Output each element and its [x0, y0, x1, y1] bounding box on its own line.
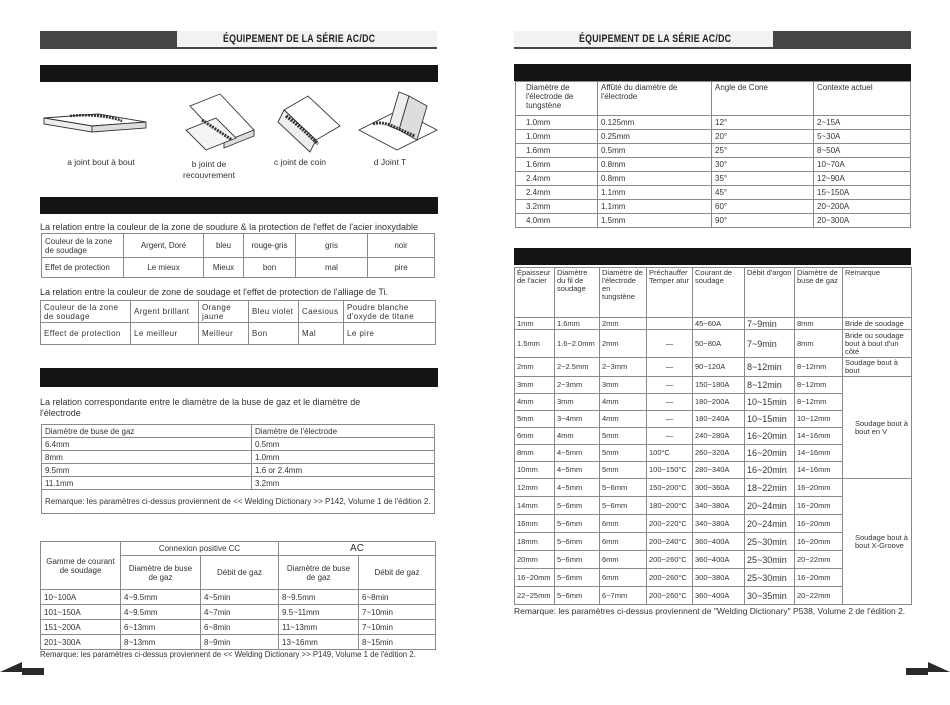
table-cell: — [647, 428, 693, 445]
table-cell: 1mm [515, 318, 555, 330]
table-cell: 5~6mm [555, 569, 600, 587]
table-cell: 10~15min [745, 394, 795, 411]
table-cell: 4~5mm [555, 445, 600, 462]
table-row [515, 479, 912, 497]
table-cell: Le mieux [124, 258, 204, 278]
table-cell: mal [296, 258, 368, 278]
table-cell: 360~400A [693, 551, 745, 569]
table-cell: 16~20mm [515, 569, 555, 587]
table-cell: 1.1mm [598, 200, 712, 214]
table-cell: 14~16mm [795, 462, 843, 479]
table-row [516, 144, 911, 158]
table-cell: 7~10min [359, 620, 436, 635]
table-cell: 180~240A [693, 411, 745, 428]
table-cell: 5~6mm [555, 497, 600, 515]
page-header [514, 31, 911, 49]
table-cell: 4~5mm [555, 479, 600, 497]
table-cell: 11.1mm [42, 477, 252, 490]
table-cell: 2~3mm [555, 377, 600, 394]
table-cell: 5~30A [814, 130, 911, 144]
table-cell: 6mm [600, 533, 647, 551]
table-cell: 8mm [795, 330, 843, 358]
table-cell: 3.2mm [516, 200, 598, 214]
table-cell: 4.0mm [516, 214, 598, 228]
table-cell: 5~6mm [555, 587, 600, 605]
right-page [475, 0, 950, 705]
table-cell: 1.5mm [515, 330, 555, 358]
table-cell: 3.2mm [252, 477, 435, 490]
table-cell: 90° [712, 214, 814, 228]
table-cell: 5mm [600, 428, 647, 445]
table-cell: pire [368, 258, 435, 278]
page-header-title: ÉQUIPEMENT DE LA SÉRIE AC/DC [223, 33, 376, 45]
table-cell: 3mm [555, 394, 600, 411]
table-cell: Le meilleur [131, 323, 199, 345]
table-cell: 6~8min [359, 590, 436, 605]
table-header-cell: Débit d'argon [745, 268, 795, 318]
table-row [515, 358, 912, 377]
table-header-cell: Épaisseur de l'acier [515, 268, 555, 318]
table-cell: 1.1mm [598, 186, 712, 200]
table-cell: 4~5mm [555, 462, 600, 479]
table-cell: — [647, 377, 693, 394]
table-cell: 1.6mm [516, 144, 598, 158]
table-cell: 7~10min [359, 605, 436, 620]
table-cell: Effet de protection [42, 258, 124, 278]
table-cell: 8~9min [201, 635, 279, 650]
table-cell: 0.8mm [598, 172, 712, 186]
table-cell: 20~22mm [795, 551, 843, 569]
table-cell: 14mm [515, 497, 555, 515]
table-cell: 16~20mm [795, 479, 843, 497]
table-header-cell: Préchauffer Temper atur [647, 268, 693, 318]
table-row [515, 318, 912, 330]
table-cell: 5mm [515, 411, 555, 428]
table-row [516, 200, 911, 214]
page-header-title: ÉQUIPEMENT DE LA SÉRIE AC/DC [579, 33, 732, 45]
section-bar-params [514, 248, 911, 265]
table-cell: Couleur de la zone de soudage [42, 234, 124, 258]
table-cell: 151~200A [41, 620, 121, 635]
table-header-cell: Débit de gaz [359, 556, 436, 590]
table-cell: 5~6mm [555, 533, 600, 551]
footer-bar [906, 668, 928, 675]
table-cell: Poudre blanche d'oxyde de titane [344, 301, 436, 323]
table-cell: 15~150A [814, 186, 911, 200]
table-cell: 280~340A [693, 462, 745, 479]
table-cell: 2.4mm [516, 186, 598, 200]
table-cell: Caesious [299, 301, 344, 323]
table-cell: 8~12mm [795, 394, 843, 411]
table-cell: Bon [249, 323, 299, 345]
table-cell: 8~9.5mm [279, 590, 359, 605]
table-row [42, 438, 435, 451]
table-cell: 6mm [600, 551, 647, 569]
joint-caption-d: d Joint T [373, 157, 407, 167]
table-cell: — [647, 358, 693, 377]
table-row [41, 590, 436, 605]
table-cell: 3~4mm [555, 411, 600, 428]
joint-caption-b: b joint de recouvrement [183, 159, 235, 180]
table-header-cell: Diamètre de buse de gaz [121, 556, 201, 590]
table-cell: 201~300A [41, 635, 121, 650]
joint-caption-a: a joint bout à bout [67, 157, 135, 167]
nozzle-table-title: La relation correspondante entre le diamètre de la buse de gaz et le diamètre de l'électrode [40, 397, 361, 418]
table-row [42, 464, 435, 477]
table-cell: 14~16mm [795, 445, 843, 462]
table-cell: 10mm [515, 462, 555, 479]
table-cell: 5~6mm [555, 515, 600, 533]
footer-tab [928, 662, 950, 672]
table-cell: 8~15min [359, 635, 436, 650]
table-cell: 200~260°C [647, 551, 693, 569]
table-cell: 5~6mm [600, 497, 647, 515]
ti-table-title: La relation entre la couleur de zone de soudage et l'effet de protection de l'alliage de Ti. [40, 287, 389, 297]
corner-joint-illustration [270, 90, 350, 156]
table-cell: 4~9.5mm [121, 590, 201, 605]
table-cell: 0.25mm [598, 130, 712, 144]
inox-table-title: La relation entre la couleur de la zone de soudure & la protection de l'effet de l'acier inoxydable [40, 222, 419, 232]
table-cell: Mieux [204, 258, 244, 278]
table-cell: 20~24min [745, 515, 795, 533]
table-cell: Couleur de la zone de soudage [41, 301, 131, 323]
table-cell: 1.6mm [555, 318, 600, 330]
table-cell: 1.6mm [516, 158, 598, 172]
table-cell: 5mm [600, 462, 647, 479]
table-cell: 150~180A [693, 377, 745, 394]
table-cell: 25~30min [745, 551, 795, 569]
table-cell: 6~8min [201, 620, 279, 635]
table-cell: 4mm [555, 428, 600, 445]
table-cell [647, 318, 693, 330]
table-cell: 100°C [647, 445, 693, 462]
table-cell: 14~16mm [795, 428, 843, 445]
table-header-cell: Remarque [843, 268, 912, 318]
table-header-cell: Connexion positive CC [121, 542, 279, 556]
table-cell: 8mm [515, 445, 555, 462]
table-cell: 4~7min [201, 605, 279, 620]
table-cell: 200~240°C [647, 533, 693, 551]
remark-cell: Soudage bout à bout X-Groove [843, 479, 912, 605]
page-header [40, 31, 437, 49]
nozzle-electrode-table [41, 424, 435, 514]
table-cell: Orange jaune [199, 301, 249, 323]
table-cell: 6mm [600, 569, 647, 587]
table-cell: 9.5mm [42, 464, 252, 477]
table-header-cell: Courant de soudage [693, 268, 745, 318]
table-cell: 35° [712, 172, 814, 186]
table-cell: 5mm [600, 445, 647, 462]
table-cell: 2mm [515, 358, 555, 377]
table-cell: 6.4mm [42, 438, 252, 451]
table-cell: 16~20min [745, 462, 795, 479]
table-cell: 0.125mm [598, 116, 712, 130]
table-cell: 2.4mm [516, 172, 598, 186]
table-cell: 8mm [795, 318, 843, 330]
table-cell: 10~70A [814, 158, 911, 172]
table-cell: Le pire [344, 323, 436, 345]
table-row [516, 116, 911, 130]
table-cell: — [647, 330, 693, 358]
table-cell: bon [244, 258, 296, 278]
gas-flow-remark: Remarque: les paramètres ci-dessus proviennent de << Welding Dictionary >> P149, Volume 1 de l'édition 2. [40, 650, 416, 659]
inox-color-table [41, 233, 435, 278]
table-cell: 8~50A [814, 144, 911, 158]
table-cell: 16~20mm [795, 515, 843, 533]
table-cell: 8~12min [745, 377, 795, 394]
table-cell: 90~120A [693, 358, 745, 377]
table-cell: 6~7mm [600, 587, 647, 605]
table-row [42, 477, 435, 490]
table-cell: 16mm [515, 515, 555, 533]
table-cell: 340~380A [693, 515, 745, 533]
table-cell: Argent brillant [131, 301, 199, 323]
table-cell: 1.0mm [516, 130, 598, 144]
table-cell: 180~200A [693, 394, 745, 411]
table-cell: 1.6 or 2.4mm [252, 464, 435, 477]
table-cell: 22~25mm [515, 587, 555, 605]
table-cell: 2~2.5mm [555, 358, 600, 377]
table-cell: 0.8mm [598, 158, 712, 172]
table-cell: 30° [712, 158, 814, 172]
table-cell: — [647, 411, 693, 428]
table-cell: 1.0mm [252, 451, 435, 464]
table-header-cell: AC [279, 542, 436, 556]
table-header-cell: Débit de gaz [201, 556, 279, 590]
table-cell: 20° [712, 130, 814, 144]
ti-color-table [40, 300, 436, 345]
table-cell: 20~24min [745, 497, 795, 515]
table-cell: 4mm [600, 394, 647, 411]
table-cell: 25~30min [745, 533, 795, 551]
butt-joint-illustration [40, 90, 150, 150]
table-cell: 150~200°C [647, 479, 693, 497]
table-cell: 20~22mm [795, 587, 843, 605]
table-cell: 8~12mm [795, 358, 843, 377]
table-cell: Bleu violet [249, 301, 299, 323]
table-row [41, 635, 436, 650]
welding-params-table [514, 267, 912, 605]
table-cell: 45° [712, 186, 814, 200]
table-header-cell: Diamètre de l'électrode [252, 425, 435, 438]
footer-tab [0, 662, 22, 672]
table-cell: 12° [712, 116, 814, 130]
table-cell: 13~16mm [279, 635, 359, 650]
footer-bar [22, 668, 44, 675]
table-cell: 12mm [515, 479, 555, 497]
table-cell: 45~60A [693, 318, 745, 330]
table-header-cell: Diamètre de buse de gaz [42, 425, 252, 438]
table-cell: 50~80A [693, 330, 745, 358]
table-header-cell: Diamètre de buse de gaz [279, 556, 359, 590]
table-cell: 340~380A [693, 497, 745, 515]
remark-cell: Soudage bout à bout en V [843, 377, 912, 479]
table-header-cell: Diamètre de l'électrode de tungstène [516, 82, 598, 116]
table-cell: 360~400A [693, 533, 745, 551]
table-row [516, 186, 911, 200]
table-header-cell: Contexte actuel [814, 82, 911, 116]
table-cell: 10~12mm [795, 411, 843, 428]
table-cell: 18~22min [745, 479, 795, 497]
table-row [42, 451, 435, 464]
table-cell: 6mm [515, 428, 555, 445]
table-cell: 6~13mm [121, 620, 201, 635]
table-row [516, 130, 911, 144]
table-cell: Argent, Doré [124, 234, 204, 258]
table-cell: 25~30min [745, 569, 795, 587]
table-cell: 240~280A [693, 428, 745, 445]
table-header-cell: Affûté du diamètre de l'électrode [598, 82, 712, 116]
table-cell: 16~20min [745, 445, 795, 462]
table-cell: bleu [204, 234, 244, 258]
gas-flow-table [40, 541, 436, 650]
table-row [516, 172, 911, 186]
table-header-cell: Diamètre de l'électrode en tungstène [600, 268, 647, 318]
table-cell: 1.5mm [598, 214, 712, 228]
table-cell: 60° [712, 200, 814, 214]
section-bar-joints [40, 65, 438, 82]
section-bar-colors [40, 197, 438, 214]
table-cell: Meilleur [199, 323, 249, 345]
table-cell: 200~260°C [647, 587, 693, 605]
params-remark: Remarque: les paramètres ci-dessus proviennent de "Welding Dictionary" P538, Volume 2 de l'édition 2. [514, 606, 906, 616]
table-cell: 30~35min [745, 587, 795, 605]
table-cell: 20~300A [814, 214, 911, 228]
table-cell: 3mm [600, 377, 647, 394]
table-cell: 6mm [600, 515, 647, 533]
table-cell: 0.5mm [252, 438, 435, 451]
table-cell: 2mm [600, 330, 647, 358]
electrode-cone-table [515, 81, 911, 228]
table-cell: 8~13mm [121, 635, 201, 650]
table-cell: 200~260°C [647, 569, 693, 587]
table-cell: 10~15min [745, 411, 795, 428]
table-header-cell: Diamètre du fil de soudage [555, 268, 600, 318]
table-cell: 9.5~11mm [279, 605, 359, 620]
table-cell: 300~360A [693, 479, 745, 497]
table-cell: 20mm [515, 551, 555, 569]
table-cell: 2~3mm [600, 358, 647, 377]
section-bar-nozzle [40, 368, 438, 387]
table-cell: 11~13mm [279, 620, 359, 635]
table-row [516, 158, 911, 172]
table-header-cell: Diamètre de buse de gaz [795, 268, 843, 318]
table-row [41, 605, 436, 620]
table-cell: 100~150°C [647, 462, 693, 479]
table-cell: — [647, 394, 693, 411]
table-cell: 20~200A [814, 200, 911, 214]
table-cell: 8~12mm [795, 377, 843, 394]
table-cell: 18mm [515, 533, 555, 551]
remark-cell: Soudage bout à bout [843, 358, 912, 377]
table-cell: Effect de protection [41, 323, 131, 345]
table-cell: noir [368, 234, 435, 258]
table-cell: 12~90A [814, 172, 911, 186]
table-row [515, 330, 912, 358]
table-cell: 4mm [600, 411, 647, 428]
table-cell: 16~20mm [795, 497, 843, 515]
table-cell: Mal [299, 323, 344, 345]
table-cell: 25° [712, 144, 814, 158]
remark-cell: Bride ou soudage bout à bout d'un côté [843, 330, 912, 358]
table-cell: 7~9min [745, 330, 795, 358]
table-cell: gris [296, 234, 368, 258]
table-row [516, 214, 911, 228]
remark-cell: Bride de soudage [843, 318, 912, 330]
table-cell: 8~12min [745, 358, 795, 377]
table-cell: 16~20min [745, 428, 795, 445]
table-cell: 5~6mm [600, 479, 647, 497]
table-row [41, 620, 436, 635]
table-cell: 2mm [600, 318, 647, 330]
table-cell: 4mm [515, 394, 555, 411]
table-row [515, 377, 912, 394]
table-cell: 3mm [515, 377, 555, 394]
table-cell: 8mm [42, 451, 252, 464]
table-header-cell: Gamme de courant de soudage [41, 542, 121, 590]
table-cell: 10~100A [41, 590, 121, 605]
table-cell: 16~20mm [795, 533, 843, 551]
lap-joint-illustration [180, 90, 260, 156]
nozzle-remark: Remarque: les paramètres ci-dessus proviennent de << Welding Dictionary >> P142, Volume 1 de l'édition 2. [42, 490, 435, 514]
table-cell: 360~400A [693, 587, 745, 605]
table-cell: 101~150A [41, 605, 121, 620]
table-cell: 0.5mm [598, 144, 712, 158]
table-cell: 5~6mm [555, 551, 600, 569]
table-header-cell: Angle de Cone [712, 82, 814, 116]
table-cell: 2~15A [814, 116, 911, 130]
table-cell: 1.0mm [516, 116, 598, 130]
section-bar-electrode [514, 64, 911, 81]
table-cell: 1.6~2.0mm [555, 330, 600, 358]
table-cell: 4~9.5mm [121, 605, 201, 620]
table-cell: 7~9min [745, 318, 795, 330]
table-cell: rouge-gris [244, 234, 296, 258]
t-joint-illustration [355, 90, 440, 156]
table-cell: 16~20mm [795, 569, 843, 587]
table-cell: 260~320A [693, 445, 745, 462]
joint-caption-c: c joint de coin [274, 157, 326, 167]
table-cell: 4~5min [201, 590, 279, 605]
table-cell: 200~220°C [647, 515, 693, 533]
table-cell: 300~380A [693, 569, 745, 587]
table-cell: 180~200°C [647, 497, 693, 515]
